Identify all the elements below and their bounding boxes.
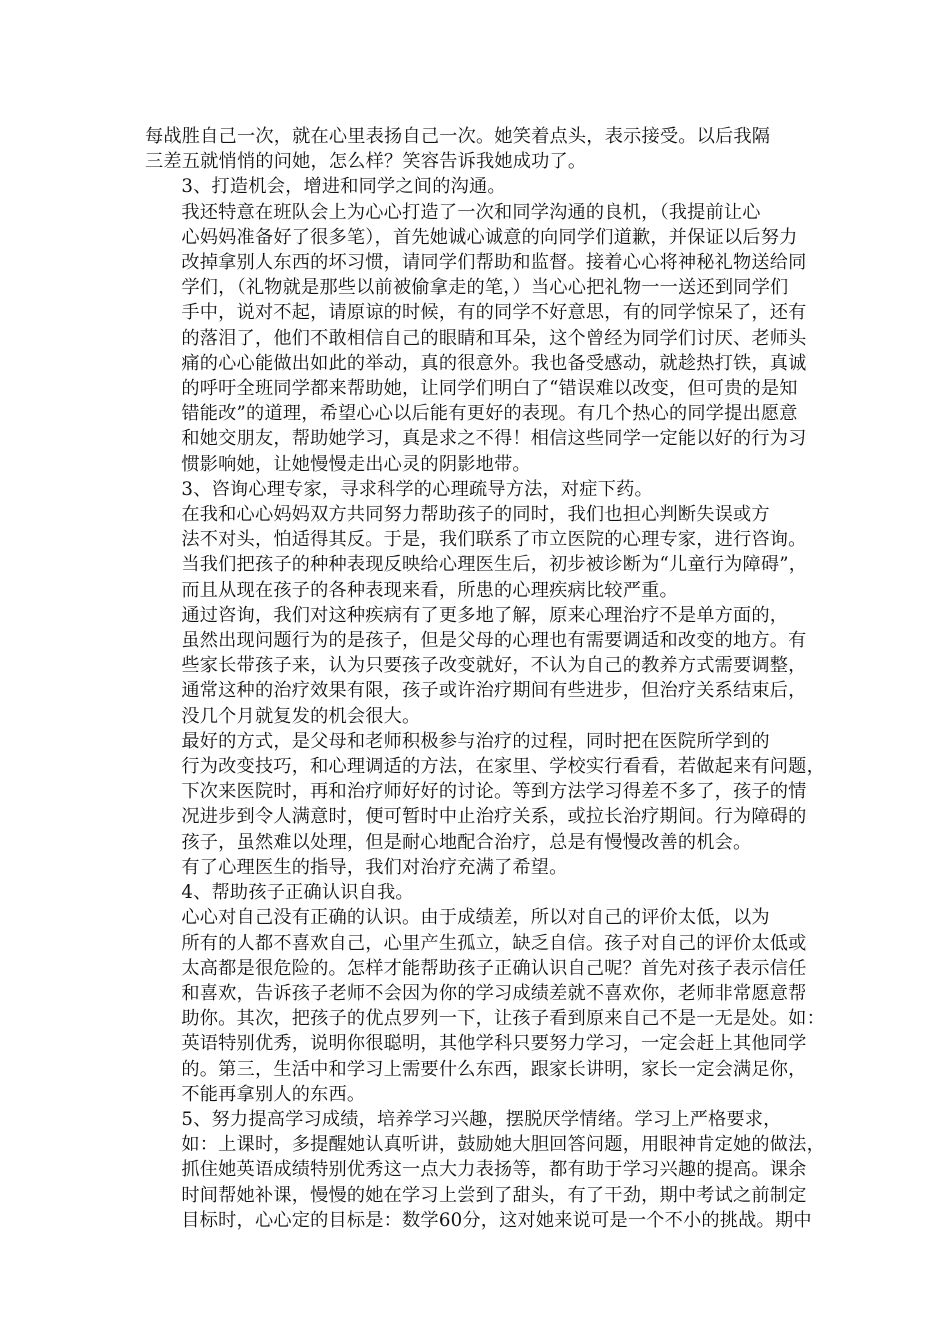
body-paragraph <box>145 855 810 880</box>
text-line: 和喜欢，告诉孩子老师不会因为你的学习成绩差就不喜欢你，老师非常愿意帮 <box>181 982 807 1004</box>
body-paragraph <box>145 905 825 1107</box>
text-line: 虽然出现问题行为的是孩子，但是父母的心理也有需要调适和改变的地方。有 <box>181 630 807 652</box>
text-line: 法不对头，怕适得其反。于是，我们联系了市立医院的心理专家，进行咨询。 <box>181 529 807 551</box>
text-line: 所有的人都不喜欢自己，心里产生孤立，缺乏自信。孩子对自己的评价太低或 <box>181 932 807 954</box>
body-paragraph <box>145 729 825 855</box>
text-line: 3、打造机会，增进和同学之间的沟通。 <box>181 176 506 198</box>
text-line: 的落泪了，他们不敢相信自己的眼睛和耳朵，这个曾经为同学们讨厌、老师头 <box>181 327 807 349</box>
text-line: 孩子，虽然难以处理，但是耐心地配合治疗，总是有慢慢改善的机会。 <box>181 831 752 853</box>
text-line: 错能改”的道理，希望心心以后能有更好的表现。有几个热心的同学提出愿意 <box>181 403 798 425</box>
body-paragraph <box>145 1107 825 1233</box>
section-heading <box>145 880 810 905</box>
text-line: 些家长带孩子来，认为只要孩子改变就好，不认为自己的教养方式需要调整， <box>181 655 807 677</box>
text-line: 的。第三，生活中和学习上需要什么东西，跟家长讲明，家长一定会满足你， <box>181 1058 807 1080</box>
text-line: 行为改变技巧，和心理调适的方法，在家里、学校实行看看，若做起来有问题， <box>181 756 825 778</box>
text-line: 我还特意在班队会上为心心打造了一次和同学沟通的良机，（我提前让心 <box>181 201 761 223</box>
text-line: 如：上课时，多提醒她认真听讲，鼓励她大胆回答问题，用眼神肯定她的做法， <box>181 1134 825 1156</box>
text-line: 时间帮她补课，慢慢的她在学习上尝到了甜头，有了干劲，期中考试之前制定 <box>181 1184 807 1206</box>
section-heading <box>145 477 810 502</box>
text-line: 通常这种的治疗效果有限，孩子或许治疗期间有些进步，但治疗关系结束后， <box>181 680 807 702</box>
body-paragraph <box>145 502 810 603</box>
text-line: 和她交朋友，帮助她学习，真是求之不得！相信这些同学一定能以好的行为习 <box>181 428 807 450</box>
text-line: 最好的方式，是父母和老师积极参与治疗的过程，同时把在医院所学到的 <box>181 730 770 752</box>
text-line: 有了心理医生的指导，我们对治疗充满了希望。 <box>181 856 568 878</box>
text-line: 心心对自己没有正确的认识。由于成绩差，所以对自己的评价太低，以为 <box>181 907 770 929</box>
text-line: 三差五就悄悄的问她，怎么样？笑容告诉我她成功了。 <box>145 151 587 173</box>
body-paragraph <box>145 200 810 477</box>
text-line: 而且从现在孩子的各种表现来看，所患的心理疾病比较严重。 <box>181 579 678 601</box>
text-line: 手中，说对不起，请原谅的时候，有的同学不好意思，有的同学惊呆了，还有 <box>181 302 807 324</box>
text-line: 况进步到令人满意时，便可暂时中止治疗关系，或拉长治疗期间。行为障碍的 <box>181 806 807 828</box>
text-line: 抓住她英语成绩特别优秀这一点大力表扬等，都有助于学习兴趣的提高。课余 <box>181 1159 807 1181</box>
text-line: 惯影响她，让她慢慢走出心灵的阴影地带。 <box>181 453 531 475</box>
text-line: 5、努力提高学习成绩，培养学习兴趣，摆脱厌学情绪。学习上严格要求， <box>181 1108 782 1130</box>
text-line: 当我们把孩子的种种表现反映给心理医生后，初步被诊断为“儿童行为障碍”， <box>181 554 808 576</box>
text-line: 不能再拿别人的东西。 <box>181 1083 366 1105</box>
text-line: 下次来医院时，再和治疗师好好的讨论。等到方法学习得差不多了，孩子的情 <box>181 781 807 803</box>
text-line: 在我和心心妈妈双方共同努力帮助孩子的同时，我们也担心判断失误或方 <box>181 504 770 526</box>
body-paragraph <box>145 603 810 729</box>
text-line: 助你。其次，把孩子的优点罗列一下，让孩子看到原来自己不是一无是处。如： <box>181 1008 825 1030</box>
document-body <box>145 124 825 1233</box>
text-line: 没几个月就复发的机会很大。 <box>181 705 421 727</box>
text-line: 改掉拿别人东西的坏习惯，请同学们帮助和监督。接着心心将神秘礼物送给同 <box>181 252 807 274</box>
text-line: 的呼吁全班同学都来帮助她，让同学们明白了“错误难以改变，但可贵的是知 <box>181 378 798 400</box>
body-paragraph <box>145 124 810 174</box>
text-line: 心妈妈准备好了很多笔），首先她诚心诚意的向同学们道歉，并保证以后努力 <box>181 226 798 248</box>
text-line: 3、咨询心理专家，寻求科学的心理疏导方法，对症下药。 <box>181 478 653 500</box>
text-line: 太高都是很危险的。怎样才能帮助孩子正确认识自己呢？首先对孩子表示信任 <box>181 957 807 979</box>
text-line: 通过咨询，我们对这种疾病有了更多地了解，原来心理治疗不是单方面的， <box>181 604 789 626</box>
section-heading <box>145 174 810 199</box>
text-line: 每战胜自己一次，就在心里表扬自己一次。她笑着点头，表示接受。以后我隔 <box>145 126 771 147</box>
text-line: 痛的心心能做出如此的举动，真的很意外。我也备受感动，就趁热打铁，真诚 <box>181 352 807 374</box>
text-line: 英语特别优秀，说明你很聪明，其他学科只要努力学习，一定会赶上其他同学 <box>181 1033 807 1055</box>
text-line: 目标时，心心定的目标是：数学60分，这对她来说可是一个不小的挑战。期中 <box>181 1209 812 1231</box>
text-line: 学们，（礼物就是那些以前被偷拿走的笔，）当心心把礼物一一送还到同学们 <box>181 277 789 299</box>
text-line: 4、帮助孩子正确认识自我。 <box>181 882 414 904</box>
